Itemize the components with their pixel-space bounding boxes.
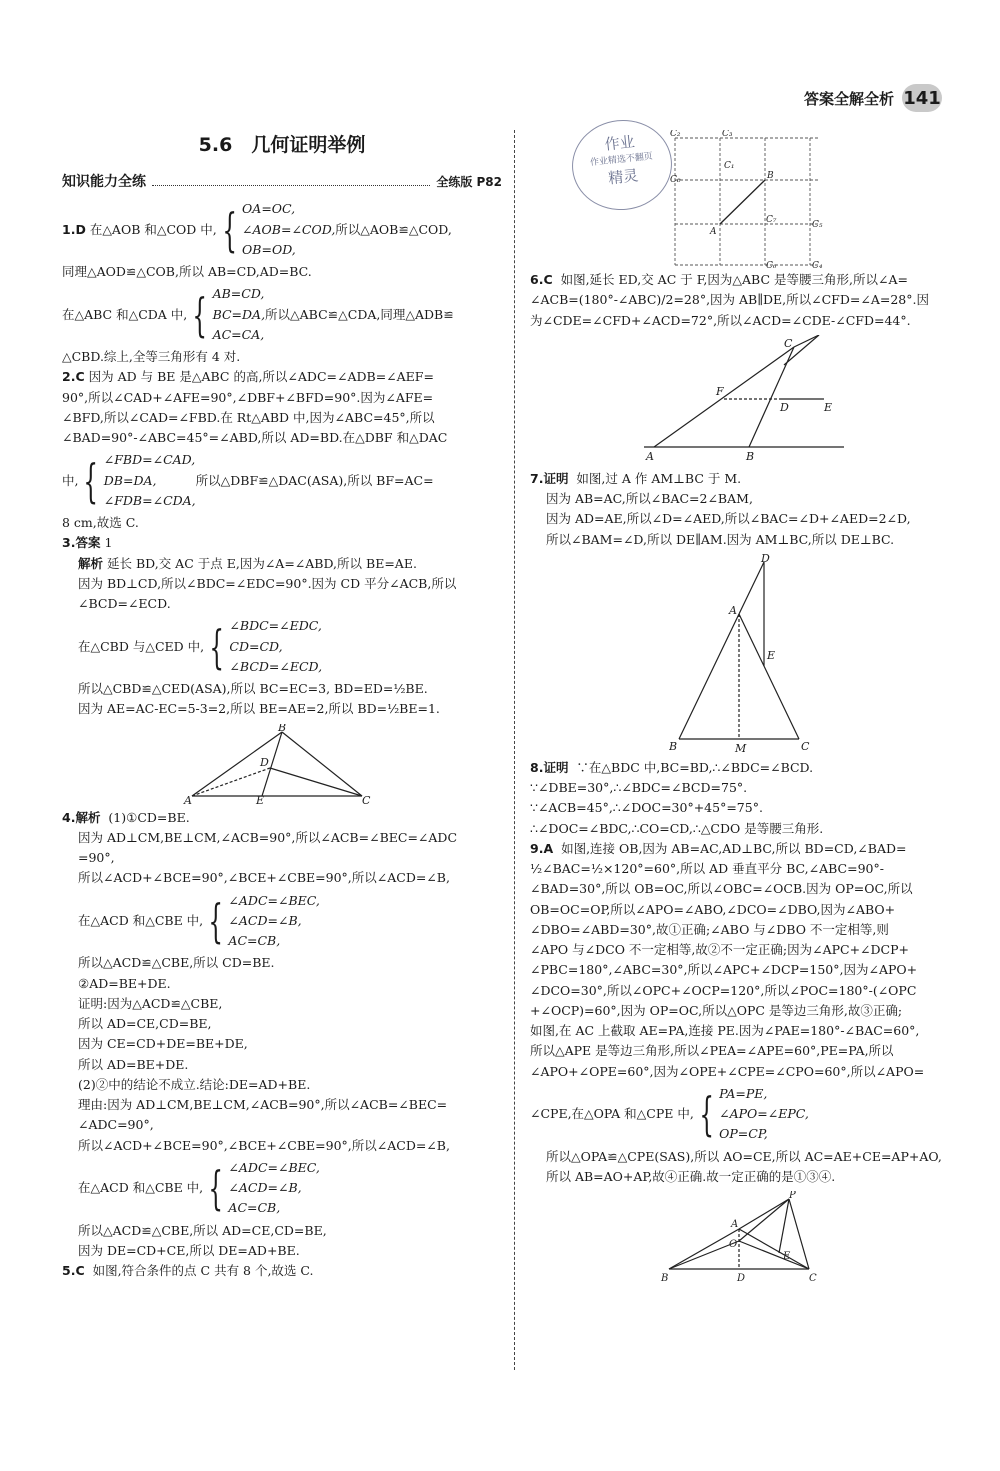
q2-text: 所以△DBF≌△DAC(ASA),所以 BF=AC=	[195, 472, 434, 488]
q9-line: 所以 AB=AO+AP,故④正确.故一定正确的是①③④.	[546, 1168, 836, 1184]
q9-line: ½∠BAC=½×120°=60°,所以 AD 垂直平分 BC,∠ABC=90°-	[530, 861, 884, 876]
q9-figure	[659, 1191, 829, 1283]
q3-line: ∠BCD=∠ECD.	[78, 596, 171, 612]
q4-line: 理由:因为 AD⊥CM,BE⊥CM,∠ACB=90°,所以∠ACB=∠BEC=	[78, 1097, 448, 1113]
fig-label: C₇	[766, 215, 777, 225]
q1-line: 同理△AOD≌△COB,所以 AB=CD,AD=BC.	[62, 264, 312, 280]
q1-text: 所以△AOB≌△COD,	[335, 221, 452, 237]
q3-answer: 1	[104, 535, 113, 551]
q9-line: 如图,在 AC 上截取 AE=PA,连接 PE.因为∠PAE=180°-∠BAC=60°,	[530, 1023, 920, 1038]
q5-text: 如图,符合条件的点 C 共有 8 个,故选 C.	[92, 1263, 314, 1279]
system-line: OB=OD,	[242, 241, 296, 257]
q9-line: ∠DBO=∠ABD=30°,故①正确;∠ABO 与∠DBO 不一定相等,则	[530, 921, 889, 937]
dot-leader	[152, 185, 430, 186]
question-5	[62, 1261, 502, 1281]
fig-label: C₄	[812, 261, 823, 270]
page-number: 141	[902, 84, 942, 112]
system-line: AC=CB,	[228, 1200, 281, 1216]
q4-line: ②AD=BE+DE.	[78, 975, 171, 991]
fig-label: C₆	[766, 261, 777, 270]
question-2	[62, 367, 502, 533]
q7-line: 因为 AB=AC,所以∠BAC=2∠BAM,	[546, 491, 753, 506]
q7-line: 因为 AD=AE,所以∠D=∠AED,所以∠BAC=∠D+∠AED=2∠D,	[546, 511, 911, 527]
q3-figure	[182, 724, 382, 804]
q1-text: 在△ABC 和△CDA 中,	[62, 306, 188, 322]
question-8	[530, 758, 958, 839]
q9-line: +∠OCP)=60°,因为 OP=OC,所以△OPC 是等边三角形,故③正确;	[530, 1002, 903, 1018]
q3-system	[229, 616, 322, 677]
brace: {	[192, 287, 208, 342]
q2-system	[104, 450, 196, 511]
q7-figure	[669, 554, 819, 754]
fig-label: A	[710, 227, 717, 237]
q4-line: ∠ADC=90°,	[78, 1117, 154, 1133]
fig-label: C₁	[724, 161, 735, 171]
q9-line: OB=OC=OP,所以∠APO=∠ABO,∠DCO=∠DBO,因为∠ABO+	[530, 901, 896, 917]
fig-label: D	[737, 1273, 746, 1283]
fig-label: B	[661, 1273, 669, 1283]
stamp-text: 作业	[603, 132, 636, 154]
q5-grid-figure	[670, 130, 840, 270]
q4-line: 因为 CE=CD+DE=BE+DE,	[78, 1036, 248, 1052]
q2-line: 90°,所以∠CAD+∠AFE=90°,∠DBF+∠BFD=90°.因为∠AFE=	[62, 389, 434, 405]
fig-label: D	[260, 755, 269, 769]
fig-label: O	[729, 1239, 738, 1250]
fig-label: C₂	[670, 130, 681, 139]
q9-line: ∠APO+∠OPE=60°,因为∠OPE+∠CPE=∠CPO=60°,所以∠APO=	[530, 1063, 925, 1079]
q2-text: 中,	[62, 472, 79, 488]
page-header	[804, 84, 942, 112]
system-line: ∠AOB=∠COD,	[242, 221, 336, 237]
q2-head: 2.C	[62, 369, 85, 385]
q9-line: 所以△OPA≌△CPE(SAS),所以 AO=CE,所以 AC=AE+CE=AP+AO,	[546, 1148, 942, 1164]
fig-label: F	[716, 384, 724, 398]
q3-head: 3.答案	[62, 535, 101, 551]
brace: {	[208, 894, 224, 949]
q9-line: 如图,连接 OB,因为 AB=AC,AD⊥BC,所以 BD=CD,∠BAD=	[561, 840, 907, 856]
fig-label: A	[731, 1219, 739, 1230]
q2-line: ∠BAD=90°-∠ABC=45°=∠ABD,所以 AD=BD.在△DBF 和△DAC	[62, 430, 448, 446]
q4-line: (2)②中的结论不成立.结论:DE=AD+BE.	[78, 1076, 311, 1092]
q2-line: 8 cm,故选 C.	[62, 515, 139, 531]
q2-line: 因为 AD 与 BE 是△ABC 的高,所以∠ADC=∠ADB=∠AEF=	[88, 369, 434, 385]
q6-line: 如图,延长 ED,交 AC 于 F,因为△ABC 是等腰三角形,所以∠A=	[560, 272, 908, 287]
q8-line: ∵∠DBE=30°,∴∠BDC=∠BCD=75°.	[530, 780, 748, 795]
q8-line: ∵∠ACB=45°,∴∠DOC=30°+45°=75°.	[530, 800, 763, 816]
system-line: AC=CB,	[228, 933, 281, 949]
q9-line: ∠DCO=30°,所以∠OPC+∠OCP=120°,所以∠POC=180°-(∠OPC	[530, 982, 917, 998]
question-6	[530, 270, 958, 465]
fig-label: B	[278, 723, 287, 734]
q6-head: 6.C	[530, 272, 553, 287]
q1-head: 1.D	[62, 221, 86, 237]
q1-system-2	[213, 284, 265, 345]
q5-head: 5.C	[62, 1263, 85, 1279]
q4-line: 证明:因为△ACD≌△CBE,	[78, 995, 223, 1011]
question-4	[62, 808, 502, 1262]
q3-analysis-label: 解析	[78, 555, 104, 571]
q4-line: 所以△ACD≌△CBE,所以 AD=CE,CD=BE,	[78, 1222, 327, 1238]
system-line: DB=DA,	[103, 472, 157, 488]
fig-label: C₃	[722, 130, 733, 139]
brace: {	[83, 453, 99, 508]
q9-head: 9.A	[530, 840, 554, 856]
q4-line: 所以 AD=CE,CD=BE,	[78, 1016, 212, 1032]
fig-label: C	[801, 739, 810, 753]
q4-text: 在△ACD 和△CBE 中,	[78, 912, 204, 928]
section-name: 知识能力全练	[62, 173, 146, 190]
q4-line: 所以△ACD≌△CBE,所以 CD=BE.	[78, 955, 275, 971]
system-line: OA=OC,	[242, 201, 296, 217]
question-9	[530, 839, 958, 1283]
q4-text: 在△ACD 和△CBE 中,	[78, 1180, 204, 1196]
fig-label: D	[761, 553, 770, 565]
question-1	[62, 199, 502, 367]
fig-label: C₅	[812, 220, 823, 230]
q3-line: 延长 BD,交 AC 于点 E,因为∠A=∠ABD,所以 BE=AE.	[107, 555, 417, 571]
fig-label: M	[735, 741, 747, 754]
q6-line: 为∠CDE=∠CFD+∠ACD=72°,所以∠ACD=∠CDE-∠CFD=44°.	[530, 312, 911, 328]
q7-line: 所以∠BAM=∠D,所以 DE∥AM.因为 AM⊥BC,所以 DE⊥BC.	[546, 531, 895, 547]
fig-label: C	[362, 793, 371, 804]
system-line: PA=PE,	[719, 1085, 768, 1101]
brace: {	[208, 1161, 224, 1216]
q9-text: ∠CPE,在△OPA 和△CPE 中,	[530, 1106, 694, 1121]
fig-label: A	[729, 603, 737, 617]
system-line: ∠FDB=∠CDA,	[103, 492, 196, 508]
page-title: 5.6 几何证明举例	[198, 134, 366, 156]
fig-label: C	[784, 336, 793, 350]
q8-line: ∵在△BDC 中,BC=BD,∴∠BDC=∠BCD.	[576, 759, 814, 775]
fig-label: B	[746, 449, 755, 463]
column-divider	[514, 130, 515, 1370]
q6-figure	[634, 335, 854, 465]
q1-text: 在△AOB 和△COD 中,	[89, 221, 217, 237]
brace: {	[209, 619, 225, 674]
left-column	[62, 130, 502, 1281]
fig-label: D	[780, 400, 789, 414]
q4-line: =90°,	[78, 850, 115, 866]
q3-line: 因为 BD⊥CD,所以∠BDC=∠EDC=90°.因为 CD 平分∠ACB,所以	[78, 575, 457, 591]
q4-line: 所以 AD=BE+DE.	[78, 1056, 189, 1072]
q9-line: 所以△APE 是等边三角形,所以∠PEA=∠APE=60°,PE=PA,所以	[530, 1043, 894, 1059]
q8-line: ∴∠DOC=∠BDC,∴CO=CD,∴△CDO 是等腰三角形.	[530, 820, 824, 836]
q3-line: 因为 AE=AC-EC=5-3=2,所以 BE=AE=2,所以 BD=½BE=1.	[78, 701, 440, 717]
q1-text: 所以△ABC≌△CDA,同理△ADB≌	[265, 306, 454, 322]
fig-label: C₈	[670, 175, 681, 185]
stamp-seal	[568, 115, 677, 215]
fig-label: C	[809, 1273, 817, 1283]
stamp-text: 精灵	[607, 166, 640, 188]
fig-label: A	[184, 793, 192, 804]
q4-system-2	[228, 1158, 319, 1219]
fig-label: A	[646, 449, 654, 463]
stamp-text: 作业精选不翻页	[589, 151, 654, 169]
system-line: BC=DA,	[212, 306, 266, 322]
brace: {	[699, 1087, 714, 1142]
system-line: AB=CD,	[212, 286, 265, 302]
q1-line: △CBD.综上,全等三角形有 4 对.	[62, 349, 241, 365]
question-3	[62, 533, 502, 803]
q6-line: ∠ACB=(180°-∠ABC)/2=28°,因为 AB∥DE,所以∠CFD=∠A=28°.因	[530, 292, 929, 308]
q5-figure-area	[530, 130, 958, 270]
system-line: AC=CA,	[212, 326, 265, 342]
system-line: OP=CP,	[719, 1126, 768, 1142]
system-line: ∠BCD=∠ECD,	[229, 658, 323, 674]
system-line: ∠APO=∠EPC,	[719, 1106, 809, 1121]
fig-label: E	[767, 648, 776, 662]
fig-label: B	[767, 171, 774, 181]
q3-line: 所以△CBD≌△CED(ASA),所以 BC=EC=3, BD=ED=½BE.	[78, 681, 428, 697]
q7-head: 7.证明	[530, 470, 569, 486]
right-column	[530, 130, 958, 1287]
q2-line: ∠BFD,所以∠CAD=∠FBD.在 Rt△ABD 中,因为∠ABC=45°,所以	[62, 409, 435, 425]
question-7	[530, 469, 958, 754]
q1-system-1	[242, 199, 335, 260]
fig-label: B	[669, 739, 678, 753]
system-line: ∠ADC=∠BEC,	[228, 892, 320, 908]
system-line: CD=CD,	[229, 638, 283, 654]
q4-line: 所以∠ACD+∠BCE=90°,∠BCE+∠CBE=90°,所以∠ACD=∠B,	[78, 1137, 450, 1153]
system-line: ∠ACD=∠B,	[228, 912, 302, 928]
q4-line: 所以∠ACD+∠BCE=90°,∠BCE+∠CBE=90°,所以∠ACD=∠B,	[78, 870, 450, 886]
fig-label: E	[824, 400, 833, 414]
q7-line: 如图,过 A 作 AM⊥BC 于 M.	[576, 470, 742, 486]
fig-label: E	[256, 793, 265, 804]
system-line: ∠ADC=∠BEC,	[228, 1159, 320, 1175]
q4-line: 因为 DE=CD+CE,所以 DE=AD+BE.	[78, 1242, 300, 1258]
section-edition: 全练版 P82	[436, 174, 502, 189]
fig-label: P	[789, 1191, 796, 1201]
q4-head: 4.解析	[62, 809, 101, 825]
q8-head: 8.证明	[530, 759, 569, 775]
q4-system-1	[228, 891, 319, 952]
section-heading	[62, 171, 502, 194]
q9-line: ∠BAD=30°,所以 OB=OC,所以∠OBC=∠OCB.因为 OP=OC,所以	[530, 881, 913, 897]
q4-part: (1)①CD=BE.	[108, 809, 190, 825]
q4-line: 因为 AD⊥CM,BE⊥CM,∠ACB=90°,所以∠ACB=∠BEC=∠ADC	[78, 829, 458, 845]
system-line: ∠FBD=∠CAD,	[103, 452, 196, 468]
q9-line: ∠PBC=180°,∠ABC=30°,所以∠APC+∠DCP=150°,因为∠APO+	[530, 962, 918, 978]
system-line: ∠BDC=∠EDC,	[229, 618, 322, 634]
fig-label: E	[783, 1251, 791, 1262]
system-line: ∠ACD=∠B,	[228, 1180, 302, 1196]
q3-text: 在△CBD 与△CED 中,	[78, 638, 205, 654]
q9-line: ∠APO 与∠DCO 不一定相等,故②不一定正确;因为∠APC+∠DCP+	[530, 942, 909, 957]
brace: {	[222, 202, 237, 257]
q9-system	[719, 1084, 809, 1145]
header-label: 答案全解全析	[803, 89, 894, 108]
